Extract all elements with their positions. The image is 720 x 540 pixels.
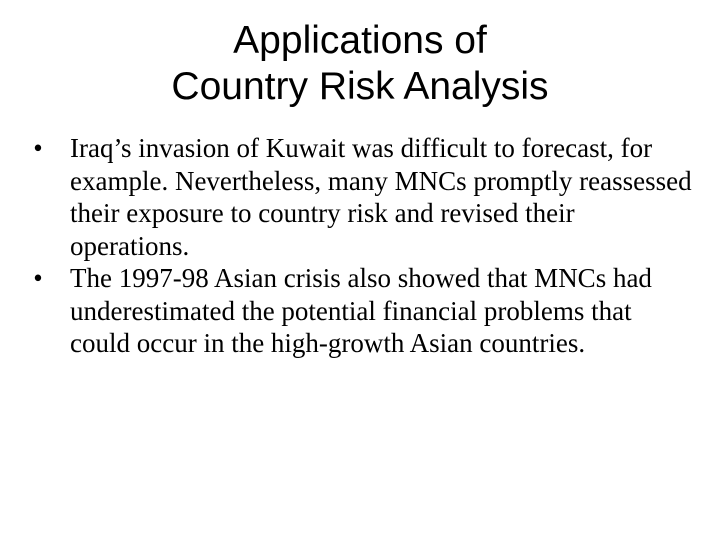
bullet-icon: • [33, 263, 43, 293]
title-line-2: Country Risk Analysis [171, 65, 549, 108]
bullet-item-2 [28, 262, 698, 360]
slide-title [0, 18, 720, 110]
bullet-list [28, 132, 698, 360]
title-line-1: Applications of [233, 19, 487, 62]
bullet-text-2: The 1997-98 Asian crisis also showed that MNCs had underestimated the potential financial problems that could occur in the high-growth Asian countries. [70, 263, 652, 358]
bullet-item-1 [28, 132, 698, 262]
bullet-icon: • [33, 133, 43, 163]
bullet-text-1: Iraq’s invasion of Kuwait was difficult to forecast, for example. Nevertheless, many MNCs promptly reassessed their exposure to country risk and revised their operations. [70, 133, 692, 261]
